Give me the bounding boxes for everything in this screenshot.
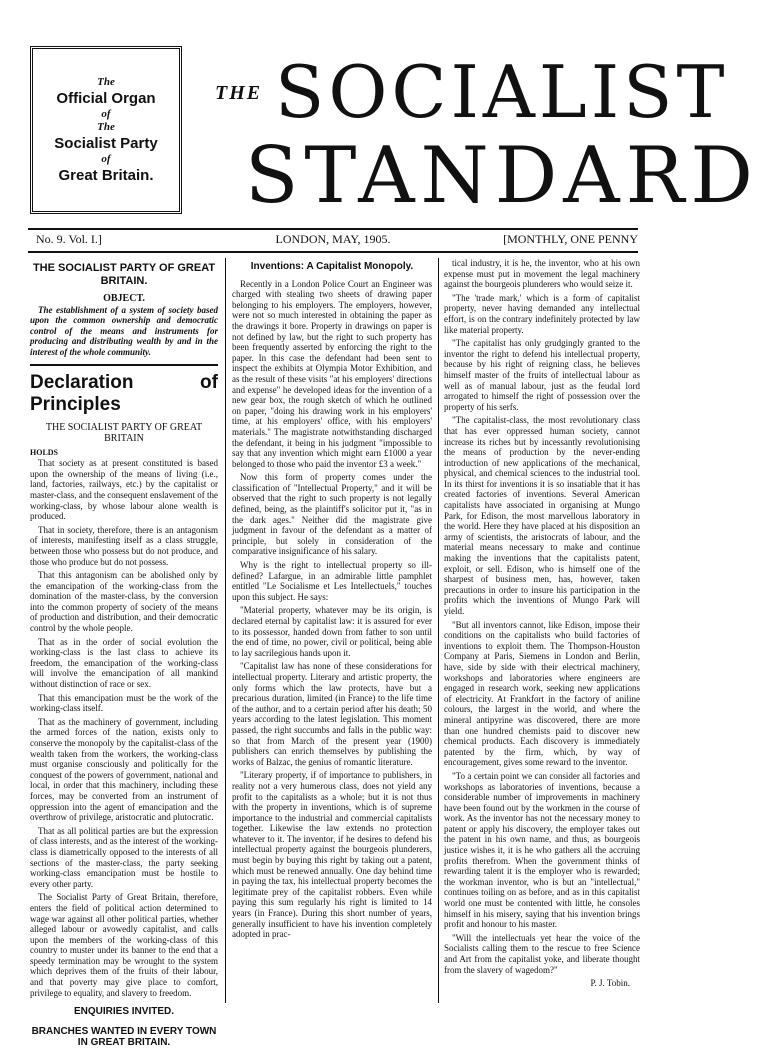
principle-paragraph: That this antagonism can be abolished only by the emancipation of the working-class from the domination of the master-class, by the conversion into the common property of society of the means of production and distribution, and their democratic control by the whole people. (30, 570, 218, 634)
principle-paragraph: That as all political parties are but the expression of class interests, and as the interest of the working-class is diametrically opposed to the interests of all sections of the master-class, the party seeking working-class emancipation must be hostile to every other party. (30, 825, 218, 889)
official-organ-box (30, 46, 182, 214)
dateline-rule (28, 251, 638, 253)
article-paragraph: "But all inventors cannot, like Edison, impose their conditions on the capitalists who build factories of inventions to exploit them. The Thompson-Houston Company at Paris, Siemens in London and Berlin, have, side by side with their electrical machinery, workshops and laboratories where engineers are engaged in research work, seeking new applications of electricity. At Frankfort in the factory of aniline colours, the largest in the world, and where the mineral antipyrine was discovered, there are more than one hundred chemists paid to discover new chemical products. Each discovery is immediately patented by the firm, which, by way of encouragement, gives some reward to the inventor. (444, 619, 640, 768)
article-paragraph: Why is the right to intellectual property so ill-defined? Lafargue, in an admirable little pamphlet entitled "Le Socialisme et Les Intellectuels," touches upon this subject. He says: (232, 560, 432, 602)
author-signature: P. J. Tobin. (590, 978, 630, 989)
principle-paragraph: That as in the order of social evolution the working-class is the last class to achieve its freedom, the emancipation of the working-class will involve the emancipation of all mankind without distinction of race or sex. (30, 636, 218, 690)
principle-paragraph: That as the machinery of government, including the armed forces of the nation, exists only to conserve the monopoly by the capitalist-class of the wealth taken from the workers, the working-class must organise consciously and politically for the conquest of the powers of government, national and local, in order that this machinery, including these forces, may be converted from an instrument of oppression into the agent of emancipation and the overthrow of privilege, aristocratic and plutocratic. (30, 716, 218, 823)
article-paragraph: Recently in a London Police Court an Engineer was charged with stealing two sheets of drawing paper belonging to his employers. The employers, however, were not so much interested in obtaining the paper as the drawings it bore. Property in drawings on paper is not defined by law, but the right to such property has been frequently asserted by enforcing the right to the paper. In this case the defendant had been sent to inspect the exhibits at Olympia Motor Exhibition, and as the result of these visits "at his employers' directions and expense" he developed ideas for the invention of a new gear box, the rough sketch of which he outlined on paper, "doing his drawing work in his employers' time, at his employers' office, with his employers' materials." The magistrate notwithstanding discharged the defendant, it being in his judgment "impossible to say that any invention which might earn £1000 a year belonged to those who paid the inventor £3 a week." (232, 278, 432, 469)
article-paragraph: "The capitalist has only grudgingly granted to the inventor the right to defend his intellectual property, because by his right of reigning class, he believes himself master of the fruits of intellectual labour as well as of manual labour, just as the feudal lord arrogated to himself the right of possession over the property of his serfs. (444, 338, 640, 412)
masthead-socialist: SOCIALIST (275, 50, 729, 134)
branches-notice: BRANCHES WANTED IN EVERY TOWN IN GREAT BRITAIN. (31, 1025, 217, 1049)
article-paragraph: Now this form of property comes under the classification of "Intellectual Property," and it will be observed that the right to such property is not legally defined, being, as the plaintiff's solicitor put it, "as in the dark ages." Neither did the magistrate give judgment in favour of the defendant as a matter of principle, but solely in consideration of the comparative insignificance of his salary. (232, 472, 432, 557)
article-paragraph: "Material property, whatever may be its origin, is declared eternal by capitalist law: it is assured for ever to its possessor, handed down from father to son until the end of time, no power, civil or political, being able to lay sacrilegious hands upon it. (232, 605, 432, 658)
column-declaration (30, 262, 219, 1049)
masthead-the: THE (215, 82, 263, 104)
organ-line: The (97, 75, 115, 88)
column-inventions (232, 262, 432, 1002)
principle-paragraph: That in society, therefore, there is an antagonism of interests, manifesting itself as a class struggle, between those who possess but do not produce, and those who produce but do not possess. (30, 524, 218, 567)
organ-line: Socialist Party (54, 134, 158, 152)
article-paragraph: "Literary property, if of importance to publishers, in reality not a very humerous class, does not yield any profit to the capitalists as a whole; but it is not thus with the property in inventions, which is of supreme importance to the industrial and commercial capitalists together. Likewise the law extends no protection whatever to it. The inventor, if he desires to defend his intellectual property against the bourgeois plunderers, must begin by buying this right by taking out a patent, which must be renewed annually. One day behind time in paying the tax, his intellectual property becomes the legitimate prey of the capitalist robbers. Even while paying this sum regularly his right is limited to 14 years (in France). During this short number of years, generally insufficient to have his invention completely adopted in prac- (232, 770, 432, 940)
top-rule (28, 228, 638, 230)
organ-line: The (97, 120, 115, 133)
column-rule (225, 258, 226, 1003)
principle-paragraph: That society as at present constituted is based upon the ownership of the means of living (i.e., land, factories, railways, etc.) by the capitalist or master-class, and the consequent enslavement of the working-class, by whose labour alone wealth is produced. (30, 458, 219, 522)
principle-paragraph: That this emancipation must be the work of the working-class itself. (30, 692, 218, 714)
article-paragraph: "Capitalist law has none of these considerations for intellectual property. Literary and artistic property, the only forms which the law protects, have but a precarious duration, limited (in France) to the life time of the author, and to a certain period after his death; 50 years according to the latest legislation. This moment passed, the right succumbs and falls in the public way: so that from March of the present year (1900) publishers can enrich themselves by publishing the works of Balzac, the genius of romantic literature. (232, 661, 432, 767)
organ-line: of (101, 107, 111, 120)
price: [MONTHLY, ONE PENNY (503, 232, 638, 246)
article-paragraph: "The capitalist-class, the most revolutionary class that has ever oppressed human society, cannot increase its riches but by incessantly revolutionising the means of production by the never-ending introduction of new applications of the mechanical, physical, and chemical sciences to the industrial tool. In its thirst for inventions it is so insatiable that it has created factories of inventions. Several American capitalists have associated in organising at Mungo Park, for Edison, the most marvellous laboratory in the world. Here they have placed at his disposition an army of scientists, the aristocrats of labour, and the material means necessary to make and continue making the inventions that the capitalists patent, exploit, or sell. Edison, who is himself one of the sharpest of business men, has, however, taken precautions in order to insure his participation in the profits which the inventions of Mungo Park will yield. (444, 415, 640, 616)
holds-label: HOLDS (30, 447, 59, 457)
object-text: The establishment of a system of society based upon the common ownership and democratic control of the means and instruments for producing and distributing wealth by and in the interest of the whole community. (30, 304, 218, 357)
principle-paragraph: The Socialist Party of Great Britain, therefore, enters the field of political action determined to wage war against all other political parties, whether alleged labour or avowedly capitalist, and calls upon the members of the working-class of this country to muster under its banner to the end that a speedy termination may be wrought to the system which deprives them of the fruits of their labour, and that poverty may give place to comfort, privilege to equality, and slavery to freedom. (30, 892, 218, 998)
article-paragraph: tical industry, it is he, the inventor, who at his own expense must put in movement the legal machinery against the bourgeois plunderers who would seize it. (444, 258, 640, 290)
masthead-title (215, 50, 759, 222)
declaration-heading: Declaration of Principles (30, 364, 218, 416)
party-heading: THE SOCIALIST PARTY OF GREAT BRITAIN. (32, 262, 216, 287)
declaration-subheading: THE SOCIALIST PARTY OF GREAT BRITAIN (45, 421, 203, 444)
date: LONDON, MAY, 1905. (275, 232, 391, 246)
article-paragraph: "Will the intellectuals yet hear the voice of the Socialists calling them to the rescue to free Science and Art from the capitalist yoke, and liberate thought from the slavery of wagedom?" (444, 932, 640, 975)
article-paragraph: "The 'trade mark,' which is a form of capitalist property, never having demanded any intellectual effort, is on the contrary indefinitely protected by law like material property. (444, 292, 640, 335)
dateline (28, 232, 638, 250)
article-heading: Inventions: A Capitalist Monopoly. (250, 261, 414, 272)
article-paragraph: "To a certain point we can consider all factories and workshops as laboratories of inventions, because a considerable number of improvements in machinery have been found out by the workmen in the course of work. As the inventor has not the necessary money to patent or apply his discovery, the employer takes out the patent in his own name, and thus, as bourgeois justice wishes it, it is he who gathers all the accruing profits therefrom. When the government thinks of rewarding talent it is the employer who is rewarded; the workman inventor, who is but an "intellectual," continues toiling on as before, and as in this capitalist world one must be contented with little, he consoles himself in his misery, saying that his invention brings profit and honour to his master. (444, 770, 640, 930)
masthead-standard: STANDARD (245, 131, 759, 221)
column-inventions-continued (444, 258, 640, 998)
organ-line: Official Organ (56, 89, 156, 107)
object-heading: OBJECT. (103, 293, 145, 304)
column-rule (438, 258, 439, 1003)
enquiries-notice: ENQUIRIES INVITED. (73, 1006, 174, 1018)
organ-line: Great Britain. (58, 166, 154, 184)
issue-number: No. 9. Vol. I.] (36, 232, 102, 246)
organ-line: of (101, 152, 111, 165)
